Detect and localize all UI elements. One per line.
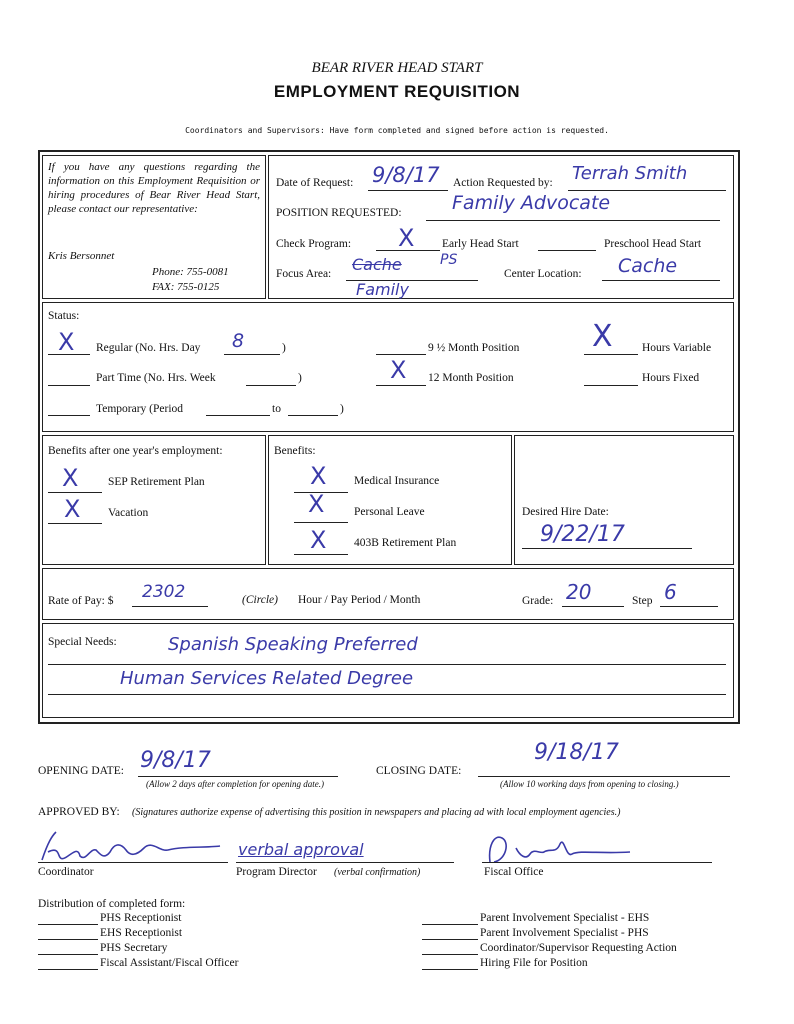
part-time-label: Part Time (No. Hrs. Week [96, 372, 216, 384]
dist-right-3: Coordinator/Supervisor Requesting Action [480, 942, 677, 954]
action-requested-label: Action Requested by: [453, 177, 553, 189]
preschool-head-start-label: Preschool Head Start [604, 238, 702, 250]
circle-label: (Circle) [242, 594, 278, 606]
director-line [236, 850, 454, 863]
hours-fixed-line [584, 371, 638, 386]
benefits-label: Benefits: [274, 445, 316, 457]
part-time-hours-line [246, 371, 296, 386]
twelve-label: 12 Month Position [428, 372, 514, 384]
leave-label: Personal Leave [354, 506, 425, 518]
step-value: 6 [664, 580, 677, 604]
special-value-2: Human Services Related Degree [120, 668, 414, 689]
form-instruction: Coordinators and Supervisors: Have form completed and signed before action is requested. [185, 126, 609, 135]
hours-variable-label: Hours Variable [642, 342, 712, 354]
regular-mark: X [58, 328, 75, 356]
date-of-request-label: Date of Request: [276, 177, 354, 189]
early-head-start-label: Early Head Start [442, 238, 519, 250]
temporary-to: to [272, 403, 281, 415]
regular-hours-value: 8 [232, 330, 245, 352]
nine-half-label: 9 ½ Month Position [428, 342, 520, 354]
form-title: EMPLOYMENT REQUISITION [273, 82, 521, 101]
director-label: Program Director [236, 866, 317, 878]
position-label: POSITION REQUESTED: [276, 207, 402, 219]
temporary-to-line [288, 401, 338, 416]
dist-left-line-2 [38, 927, 98, 940]
closing-date-note: (Allow 10 working days from opening to closing.) [500, 779, 679, 789]
nine-half-line [376, 340, 426, 355]
contact-fax: FAX: 755-0125 [152, 281, 220, 293]
hours-fixed-label: Hours Fixed [642, 372, 700, 384]
dist-left-2: EHS Receptionist [100, 927, 183, 939]
dist-left-3: PHS Secretary [100, 942, 168, 954]
grade-value: 20 [566, 580, 592, 604]
dist-right-line-1 [422, 912, 478, 925]
dist-right-line-4 [422, 957, 478, 970]
opening-date-note: (Allow 2 days after completion for opening date.) [146, 779, 324, 789]
coordinator-label: Coordinator [38, 866, 94, 878]
closing-date-label: CLOSING DATE: [376, 765, 462, 777]
hire-value: 9/22/17 [540, 522, 625, 547]
twelve-mark: X [390, 356, 407, 384]
dist-left-line-3 [38, 942, 98, 955]
grade-label: Grade: [522, 595, 554, 607]
medical-mark: X [310, 462, 327, 490]
coordinator-signature [34, 822, 224, 872]
temporary-close: ) [340, 403, 344, 415]
regular-label: Regular (No. Hrs. Day [96, 342, 201, 354]
early-head-start-line [538, 236, 596, 251]
temporary-from-line [206, 401, 270, 416]
fiscal-line [482, 850, 712, 863]
dist-right-line-2 [422, 927, 478, 940]
hire-label: Desired Hire Date: [522, 506, 609, 518]
pay-label: Rate of Pay: $ [48, 595, 114, 607]
date-of-request-value: 9/8/17 [372, 163, 440, 187]
dist-left-4: Fiscal Assistant/Fiscal Officer [100, 957, 239, 969]
status-label: Status: [48, 310, 80, 322]
temporary-label: Temporary (Period [96, 403, 184, 415]
temporary-line [48, 401, 90, 416]
contact-name: Kris Bersonnet [48, 250, 115, 262]
fiscal-label: Fiscal Office [484, 866, 544, 878]
special-line-1 [48, 654, 726, 665]
vacation-mark: X [64, 495, 81, 523]
center-location-value: Cache [618, 255, 678, 277]
dist-right-4: Hiring File for Position [480, 957, 588, 969]
sep-label: SEP Retirement Plan [108, 476, 205, 488]
leave-mark: X [308, 490, 325, 518]
dist-right-line-3 [422, 942, 478, 955]
sep-mark: X [62, 464, 79, 492]
director-signature: verbal approval [238, 840, 364, 859]
retire-mark: X [310, 526, 327, 554]
medical-label: Medical Insurance [354, 475, 440, 487]
action-requested-value: Terrah Smith [572, 163, 688, 184]
center-location-label: Center Location: [504, 268, 582, 280]
opening-date-label: OPENING DATE: [38, 765, 124, 777]
approved-note: (Signatures authorize expense of advertising this position in newspapers and placing ad with local employment agencies.) [132, 807, 621, 818]
benefits-after-label: Benefits after one year's employment: [48, 445, 223, 457]
regular-close: ) [282, 342, 286, 354]
focus-area-value-2: Family [356, 280, 409, 299]
contact-text: If you have any questions regarding the information on this Employment Requisition or hiring procedures of Bear River Head Start, please contact our representative: [48, 161, 260, 215]
check-program-mark: X [398, 224, 415, 252]
dist-left-1: PHS Receptionist [100, 912, 182, 924]
focus-area-struck: Cache [352, 255, 402, 274]
dist-right-1: Parent Involvement Specialist - EHS [480, 912, 650, 924]
org-name: BEAR RIVER HEAD START [311, 60, 483, 76]
contact-phone: Phone: 755-0081 [152, 266, 229, 278]
dist-left-line-4 [38, 957, 98, 970]
pay-value: 2302 [142, 582, 186, 602]
approved-label: APPROVED BY: [38, 806, 120, 818]
part-time-line [48, 371, 90, 386]
pay-options: Hour / Pay Period / Month [298, 594, 421, 606]
focus-area-label: Focus Area: [276, 268, 332, 280]
special-value-1: Spanish Speaking Preferred [168, 634, 418, 655]
director-note: (verbal confirmation) [334, 867, 421, 878]
position-value: Family Advocate [452, 192, 611, 214]
dist-left-line-1 [38, 912, 98, 925]
part-time-close: ) [298, 372, 302, 384]
special-label: Special Needs: [48, 636, 117, 648]
vacation-label: Vacation [108, 507, 149, 519]
opening-date-value: 9/8/17 [140, 748, 211, 773]
closing-date-value: 9/18/17 [534, 740, 619, 765]
check-program-label: Check Program: [276, 238, 352, 250]
hours-variable-mark: X [592, 319, 613, 354]
retire-label: 403B Retirement Plan [354, 537, 457, 549]
distribution-label: Distribution of completed form: [38, 898, 186, 910]
focus-area-value-1: PS [440, 252, 458, 268]
step-label: Step [632, 595, 653, 607]
dist-right-2: Parent Involvement Specialist - PHS [480, 927, 649, 939]
coordinator-line [38, 850, 228, 863]
